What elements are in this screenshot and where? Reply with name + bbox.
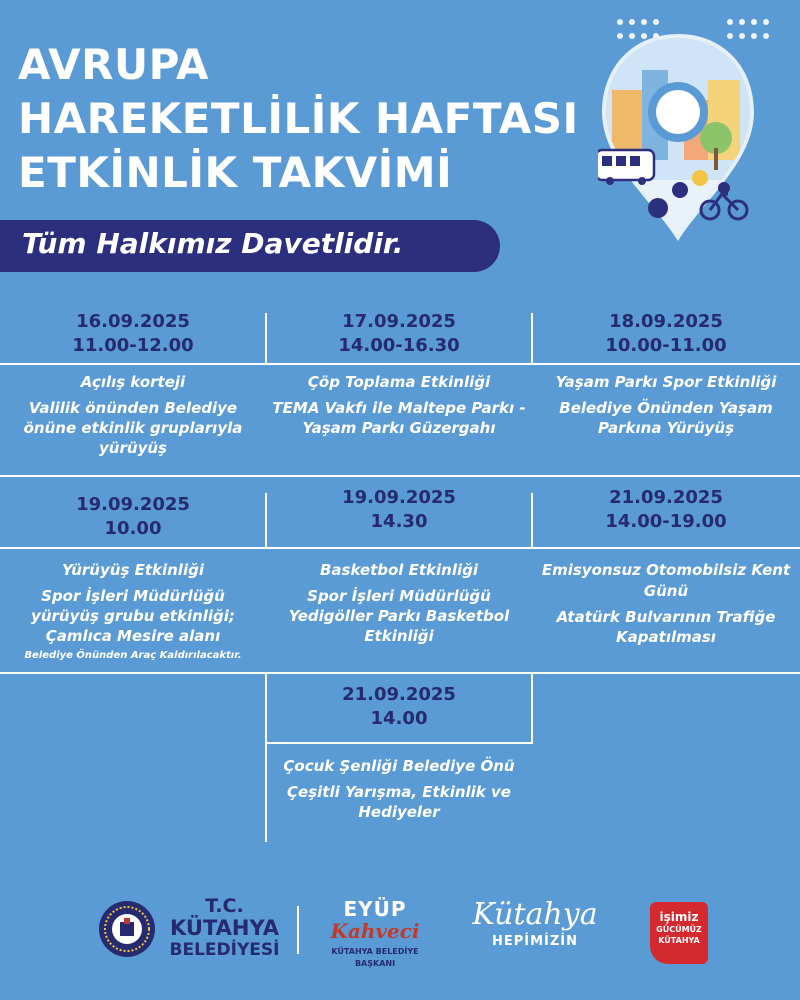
- grid-hline: [0, 672, 800, 674]
- event-2-details: [266, 372, 532, 438]
- event-note: Belediye Önünden Araç Kaldırılacaktır.: [24, 650, 242, 661]
- event-1-date: [0, 310, 266, 358]
- bus-icon: [598, 150, 654, 185]
- event-schedule: [0, 300, 800, 850]
- event-title: Çöp Toplama Etkinliği: [307, 373, 491, 391]
- grid-hline: [0, 547, 800, 549]
- location-pin-icon: [598, 30, 758, 245]
- mayor-logo: [310, 898, 440, 968]
- event-title: Emisyonsuz Otomobilsiz Kent Günü: [541, 561, 791, 600]
- event-6-date: [533, 486, 799, 534]
- event-4-details: [0, 560, 266, 664]
- city-script: Kütahya: [472, 897, 598, 932]
- mayor-last-name: Kahveci: [330, 919, 420, 943]
- org-line: BELEDİYESİ: [169, 940, 280, 960]
- event-4-date: [0, 493, 266, 541]
- date-text: 19.09.2025: [342, 487, 456, 508]
- date-text: 21.09.2025: [342, 684, 456, 705]
- time-text: 14.00-19.00: [605, 511, 727, 532]
- slogan-badge: [650, 902, 708, 964]
- event-description: Çeşitli Yarışma, Etkinlik ve Hediyeler: [287, 783, 511, 821]
- event-1-details: [0, 372, 266, 458]
- event-6-details: [533, 560, 799, 647]
- grid-hline: [266, 742, 533, 744]
- event-5-date: [266, 486, 532, 534]
- title-line-3: ETKİNLİK TAKVİMİ: [18, 148, 453, 197]
- slogan-line: KÜTAHYA: [658, 936, 700, 945]
- event-5-details: [266, 560, 532, 646]
- time-text: 14.30: [370, 511, 428, 532]
- grid-hline: [0, 363, 800, 365]
- event-3-details: [533, 372, 799, 438]
- title-line-1: AVRUPA: [18, 40, 210, 89]
- page-title: [18, 38, 588, 200]
- city-sub: HEPİMİZİN: [491, 934, 579, 949]
- invite-banner: [0, 220, 500, 272]
- time-text: 14.00: [370, 708, 428, 729]
- event-3-date: [533, 310, 799, 358]
- slogan-line: işimiz: [659, 910, 699, 924]
- time-text: 10.00: [104, 518, 162, 539]
- event-title: Açılış korteji: [80, 373, 186, 391]
- footer-logos: [0, 880, 800, 980]
- mayor-title: KÜTAHYA BELEDİYE BAŞKANI: [331, 947, 419, 968]
- event-description: Spor İşleri Müdürlüğü Yedigöller Parkı Basketbol Etkinliği: [288, 587, 510, 645]
- event-title: Yaşam Parkı Spor Etkinliği: [555, 373, 777, 391]
- city-slogan-logo: [455, 896, 615, 968]
- event-description: Valilik önünden Belediye önüne etkinlik gruplarıyla yürüyüş: [23, 399, 243, 457]
- event-title: Çocuk Şenliği Belediye Önü: [283, 757, 515, 775]
- event-title: Basketbol Etkinliği: [319, 561, 479, 579]
- event-2-date: [266, 310, 532, 358]
- org-line: T.C.: [205, 895, 244, 917]
- date-text: 21.09.2025: [609, 487, 723, 508]
- invite-text: Tüm Halkımız Davetlidir.: [22, 227, 404, 260]
- org-line: KÜTAHYA: [170, 916, 279, 940]
- time-text: 11.00-12.00: [72, 335, 194, 356]
- title-line-2: HAREKETLİLİK HAFTASI: [18, 94, 579, 143]
- event-7-details: [266, 756, 532, 822]
- date-text: 17.09.2025: [342, 311, 456, 332]
- event-description: TEMA Vakfı ile Maltepe Parkı - Yaşam Parkı Güzergahı: [272, 399, 526, 437]
- date-text: 18.09.2025: [609, 311, 723, 332]
- event-7-date: [266, 683, 532, 731]
- slogan-line: GÜCÜMÜZ: [656, 925, 702, 934]
- date-text: 19.09.2025: [76, 494, 190, 515]
- time-text: 10.00-11.00: [605, 335, 727, 356]
- date-text: 16.09.2025: [76, 311, 190, 332]
- event-title: Yürüyüş Etkinliği: [62, 561, 204, 579]
- event-description: Spor İşleri Müdürlüğü yürüyüş grubu etkinliği; Çamlıca Mesire alanı: [31, 587, 235, 645]
- event-description: Atatürk Bulvarının Trafiğe Kapatılması: [556, 608, 776, 646]
- grid-hline: [0, 475, 800, 477]
- municipality-name: [162, 896, 287, 960]
- municipal-seal-icon: [98, 900, 156, 958]
- time-text: 14.00-16.30: [338, 335, 460, 356]
- mayor-first-name: EYÜP: [343, 897, 407, 921]
- footer-divider: [297, 906, 299, 954]
- event-description: Belediye Önünden Yaşam Parkına Yürüyüş: [559, 399, 773, 437]
